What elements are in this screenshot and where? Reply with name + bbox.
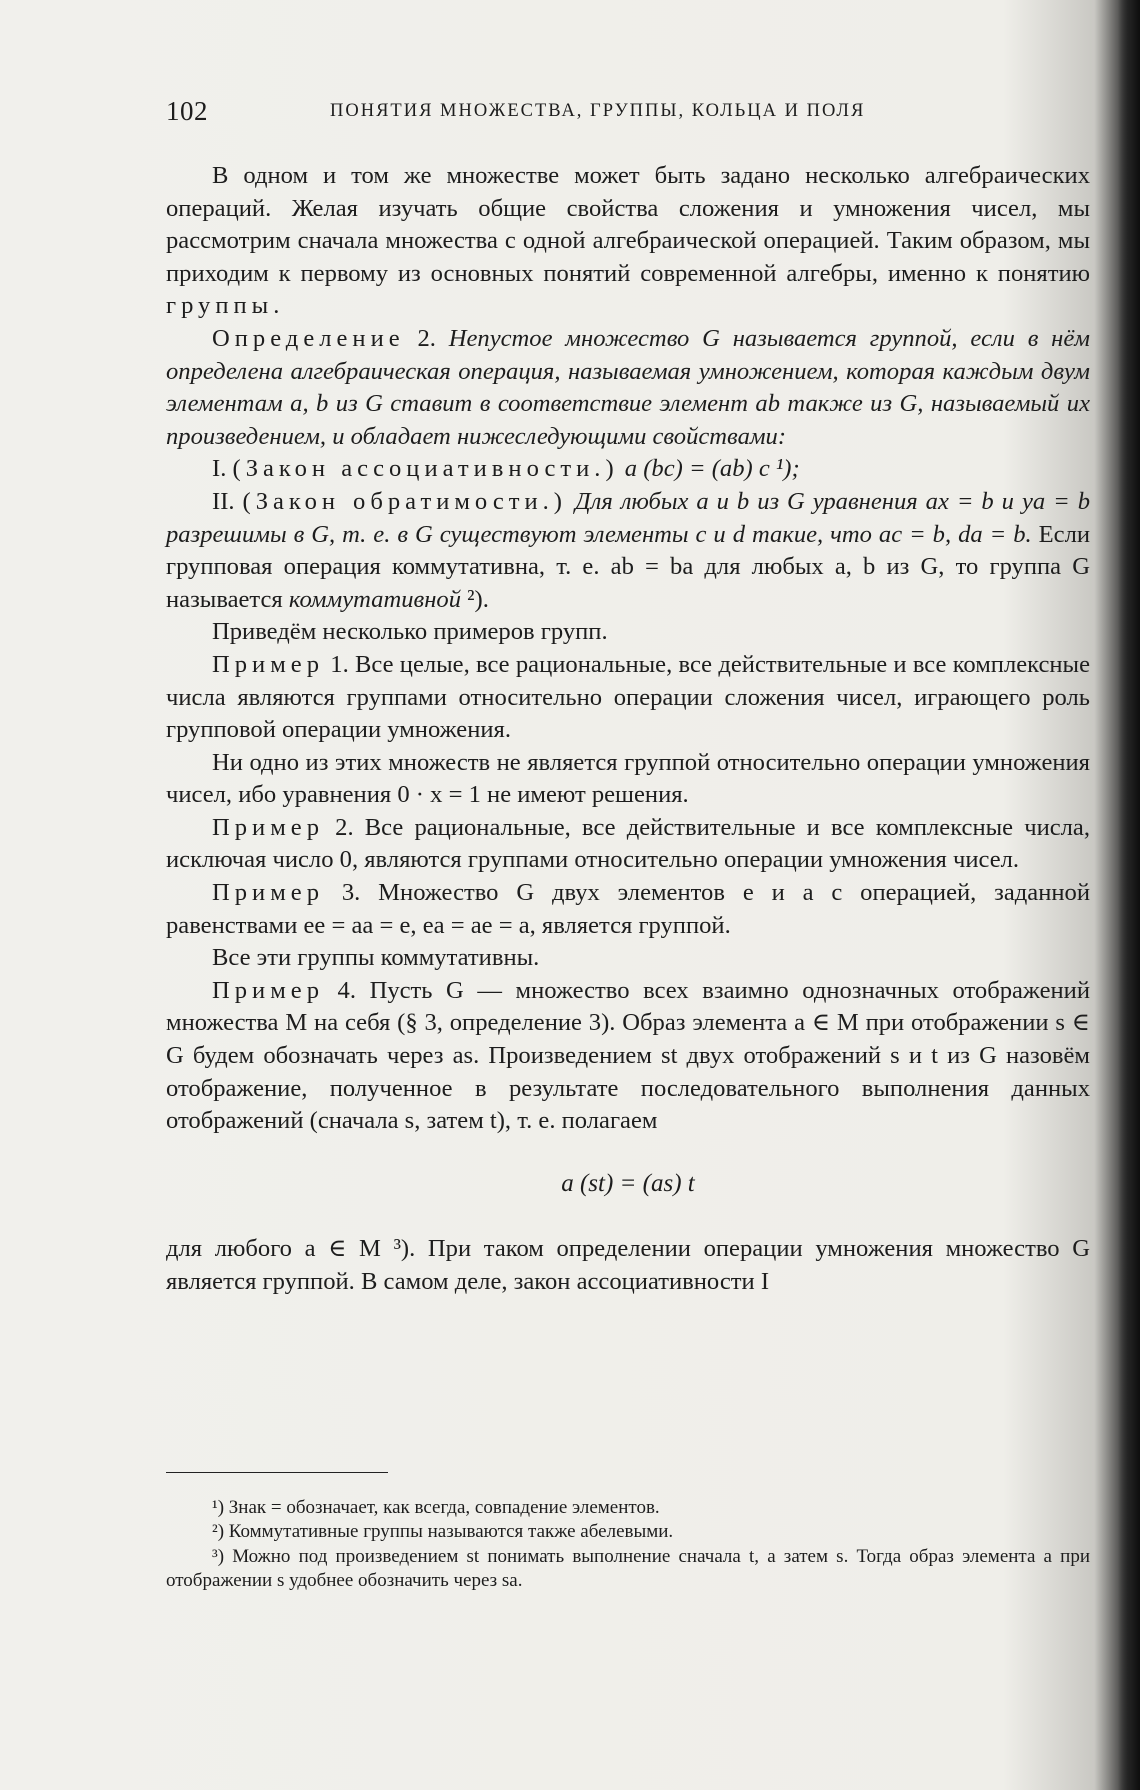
paragraph-not-group: Ни одно из этих множеств не является группой относительно операции умножения чисел, ибо уравнения 0 · x = 1 не имеют решения. — [166, 748, 1090, 809]
example-4 — [166, 975, 1090, 1138]
example-4-text: 4. Пусть G — множество всех взаимно однозначных отображений множества M на себя (§ 3, определение 3). Образ элемента a ∈ M при отображении s ∈ G будем обозначать через as. Произведением st двух отображений s и t из G назовём отображение, полученное в результате последовательного выполнения данных отображений (сначала s, затем t), т. е. полагаем — [166, 976, 1090, 1135]
law-2-number: II. — [212, 487, 243, 515]
paragraph-intro — [166, 160, 1090, 323]
paragraph-after-formula: для любого a ∈ M ³). При таком определении операции умножения множество G является группой. В самом деле, закон ассоциативности I — [166, 1235, 1090, 1295]
law-2-name: (Закон обратимости.) — [242, 487, 567, 515]
footnotes — [166, 1496, 1090, 1594]
law-2-statement: Для любых a и b из G уравнения ax = b и ya = b разрешимы в G, т. е. в G существуют элементы c и d такие, что ac = b, da = b. — [166, 487, 1090, 548]
footnote-divider — [166, 1472, 388, 1473]
display-formula: a (st) = (as) t — [561, 1169, 695, 1197]
paragraph-commutative: Все эти группы коммутативны. — [212, 944, 540, 972]
footnote-1: ¹) Знак = обозначает, как всегда, совпадение элементов. — [212, 1497, 660, 1518]
term-commutative: коммутативной — [288, 585, 461, 613]
footnote-2: ²) Коммутативные группы называются также абелевыми. — [212, 1521, 674, 1543]
example-1-label: Пример — [212, 650, 324, 678]
example-3-label: Пример — [212, 879, 324, 907]
example-3 — [166, 877, 1090, 942]
law-1-name: (Закон ассоциативности.) — [232, 455, 619, 483]
example-2 — [166, 812, 1090, 877]
example-1 — [166, 649, 1090, 747]
page-header — [166, 96, 1088, 136]
law-1-formula: a (bc) = (ab) c ¹); — [618, 455, 800, 483]
example-3-text: 3. Множество G двух элементов e и a с операцией, заданной равенствами ee = aa = e, ea = ae = a, является группой. — [166, 879, 1090, 939]
footnote-3: ³) Можно под произведением st понимать выполнение сначала t, а затем s. Тогда образ элемента a при отображении s удобнее обозначить через sa. — [166, 1545, 1090, 1592]
law-invertibility — [166, 486, 1090, 616]
law-associativity — [166, 453, 1090, 486]
example-1-text: 1. Все целые, все рациональные, все действительные и все комплексные числа являются группами относительно операции сложения чисел, играющего роль групповой операции умножения. — [166, 650, 1090, 744]
definition-label: Определение — [212, 324, 405, 352]
example-2-label: Пример — [212, 813, 324, 841]
running-title: ПОНЯТИЯ МНОЖЕСТВА, ГРУППЫ, КОЛЬЦА И ПОЛЯ — [330, 101, 866, 121]
example-4-label: Пример — [212, 976, 324, 1004]
definition-text: Непустое множество G называется группой, если в нём определена алгебраическая операция, называемая умножением, которая каждым двум элементам a, b из G ставит в соответствие элемент ab также из G, называемый их произведением, и обладает нижеследующими свойствами: — [166, 324, 1090, 450]
law-2-commutative-text: Если групповая операция коммутативна, т. е. ab = ba для любых a, b из G, то группа G называется — [166, 520, 1090, 613]
binding-shadow — [1118, 0, 1140, 1790]
law-2-tail: ²). — [461, 585, 489, 613]
term-groups: группы. — [166, 292, 285, 320]
examples-intro: Приведём несколько примеров групп. — [212, 618, 608, 646]
definition-number: 2. — [404, 324, 449, 352]
paragraph-intro-text: В одном и том же множестве может быть задано несколько алгебраических операций. Желая изучать общие свойства сложения и умножения чисел, мы рассмотрим сначала множества с одной алгебраической операцией. Таким образом, мы приходим к первому из основных понятий современной алгебры, именно к понятию — [166, 162, 1090, 287]
definition-2 — [166, 323, 1090, 453]
example-2-text: 2. Все рациональные, все действительные и все комплексные числа, исключая число 0, являются группами относительно операции умножения чисел. — [166, 813, 1090, 874]
page-number: 102 — [166, 96, 208, 126]
law-1-number: I. — [212, 455, 233, 483]
main-text — [166, 160, 1090, 1299]
